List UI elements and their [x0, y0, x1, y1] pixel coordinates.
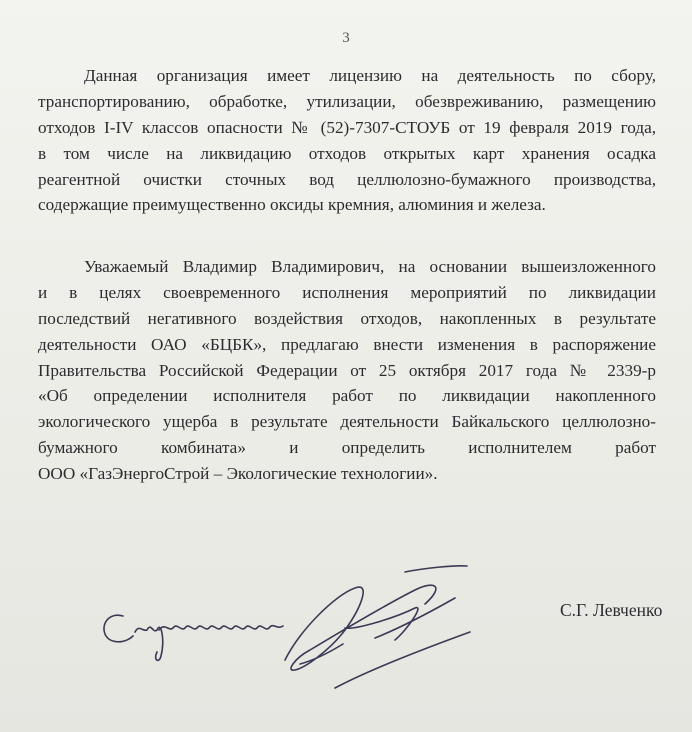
signatory-name: С.Г. Левченко: [560, 600, 663, 620]
text-line: бумажного комбината» и определить исполнителем работ: [38, 438, 656, 458]
text-line: экологического ущерба в результате деятельности Байкальского целлюлозно-: [38, 412, 656, 432]
handwritten-greeting: [104, 615, 133, 642]
text-line: содержащие преимущественно оксиды кремния, алюминия и железа.: [38, 195, 546, 215]
paragraph-license: [38, 63, 656, 218]
text-line: «Об определении исполнителя работ по ликвидации накопленного: [38, 386, 656, 406]
text-line: деятельности ОАО «БЦБК», предлагаю внести изменения в распоряжение: [38, 334, 656, 354]
text-line: Правительства Российской Федерации от 25 октября 2017 года № 2339-р: [38, 360, 656, 380]
text-line: Уважаемый Владимир Владимирович, на основании вышеизложенного: [84, 257, 656, 276]
text-line: реагентной очистки сточных вод целлюлозно-бумажного производства,: [38, 169, 656, 189]
text-line: и в целях своевременного исполнения мероприятий по ликвидации: [38, 282, 656, 302]
text-line: в том числе на ликвидацию отходов открытых карт хранения осадка: [38, 143, 656, 163]
paragraph-request: [38, 254, 656, 487]
text-line: Данная организация имеет лицензию на деятельность по сбору,: [84, 66, 656, 85]
handwritten-signature: [95, 560, 485, 690]
page-number: 3: [342, 30, 350, 46]
signature-mark: [285, 585, 436, 670]
text-line: последствий негативного воздействия отходов, накопленных в результате: [38, 308, 656, 328]
text-line: транспортированию, обработке, утилизации, обезвреживанию, размещению: [38, 91, 656, 111]
text-line: отходов I-IV классов опасности № (52)-7307-СТОУБ от 19 февраля 2019 года,: [38, 117, 656, 137]
text-line: ООО «ГазЭнергоСтрой – Экологические технологии».: [38, 464, 438, 484]
